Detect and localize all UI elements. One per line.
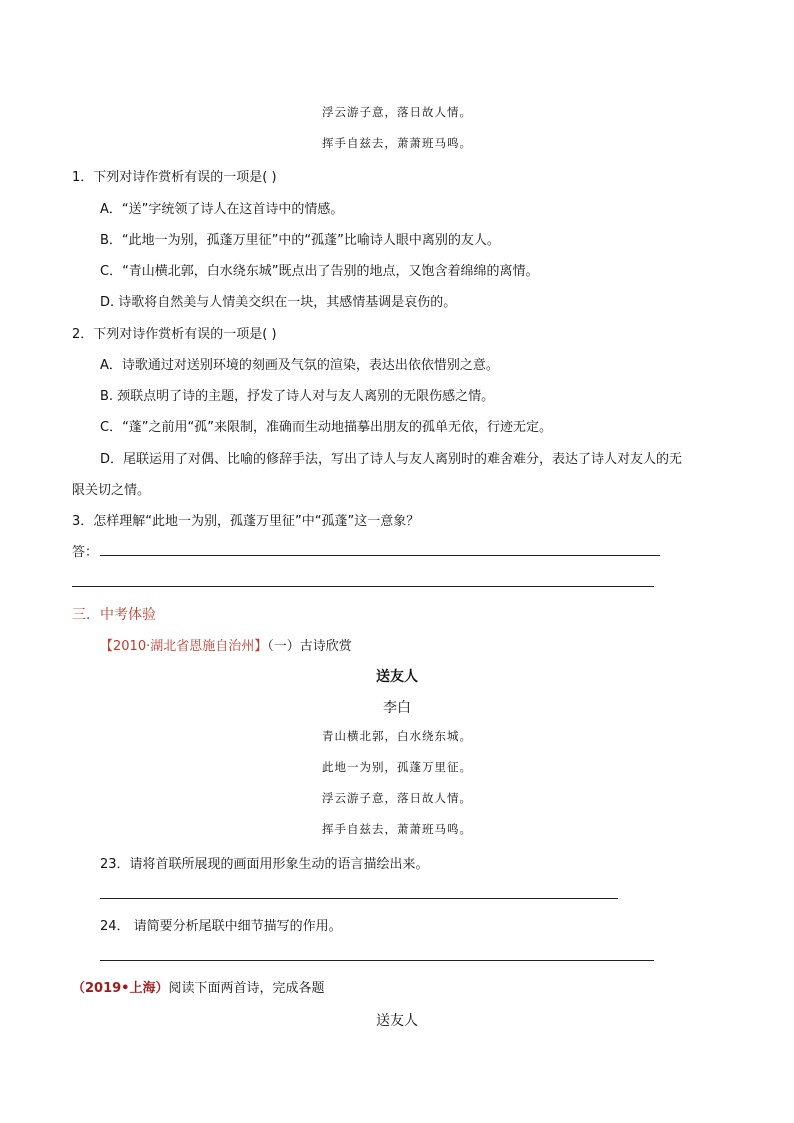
answer-line-2[interactable] [72, 586, 654, 587]
question-2-option-d: D．尾联运用了对偶、比喻的修辞手法，写出了诗人与友人离别时的难舍难分，表达了诗人对友人的无 [100, 452, 683, 467]
answer-label: 答： [72, 545, 99, 560]
exam1-header [100, 635, 352, 654]
question-3-stem: 3．怎样理解“此地一为别，孤蓬万里征”中“孤蓬”这一意象？ [72, 514, 420, 529]
exam2-header [72, 977, 325, 996]
question-2-option-a: A．诗歌通过对送别环境的刻画及气氛的渲染，表达出依依惜别之意。 [100, 358, 499, 373]
question-1-option-b: B．“此地一为别，孤蓬万里征”中的“孤蓬”比喻诗人眼中离别的友人。 [100, 233, 500, 248]
question-1-option-d: D. 诗歌将自然美与人情美交织在一块，其感情基调是哀伤的。 [100, 295, 457, 310]
question-1-option-a: A．“送”字统领了诗人在这首诗中的情感。 [100, 202, 344, 217]
answer-line-1[interactable] [100, 555, 660, 556]
exam1-poem-title: 送友人 [376, 669, 418, 685]
exam1-question-23: 23．请将首联所展现的画面用形象生动的语言描绘出来。 [100, 857, 429, 872]
exam1-line-2: 此地一为别，孤蓬万里征。 [322, 760, 472, 774]
question-1-option-c: C．“青山横北郭，白水绕东城”既点出了告别的地点，又饱含着绵绵的离情。 [100, 264, 539, 279]
exam1-line-1: 青山横北郭，白水绕东城。 [322, 729, 472, 743]
exam2-source: （2019•上海） [72, 981, 169, 996]
exam1-source: 【2010·湖北省恩施自治州】 [100, 639, 268, 654]
q23-answer-line[interactable] [100, 898, 618, 899]
exam1-author: 李白 [383, 700, 411, 716]
top-poem-line-1: 浮云游子意，落日故人情。 [322, 105, 472, 119]
exam1-line-4: 挥手自兹去，萧萧班马鸣。 [322, 822, 472, 836]
exam2-poem-title: 送友人 [376, 1013, 418, 1029]
exam1-source-suffix: （一）古诗欣赏 [267, 639, 352, 654]
top-poem-line-2: 挥手自兹去，萧萧班马鸣。 [322, 136, 472, 150]
q24-answer-line[interactable] [100, 960, 654, 961]
question-1-stem: 1．下列对诗作赏析有误的一项是( ) [72, 170, 277, 185]
question-2-stem: 2．下列对诗作赏析有误的一项是( ) [72, 327, 277, 342]
exam2-intro: 阅读下面两首诗，完成各题 [168, 981, 325, 996]
section-title: 三．中考体验 [72, 607, 156, 623]
exam1-line-3: 浮云游子意，落日故人情。 [322, 791, 472, 805]
question-2-option-d-cont: 限关切之情。 [72, 483, 151, 498]
question-2-option-b: B. 颈联点明了诗的主题，抒发了诗人对与友人离别的无限伤感之情。 [100, 389, 495, 404]
question-2-option-c: C．“蓬”之前用“孤”来限制，准确而生动地描摹出朋友的孤单无依，行迹无定。 [100, 420, 553, 435]
exam1-question-24: 24． 请简要分析尾联中细节描写的作用。 [100, 919, 342, 934]
